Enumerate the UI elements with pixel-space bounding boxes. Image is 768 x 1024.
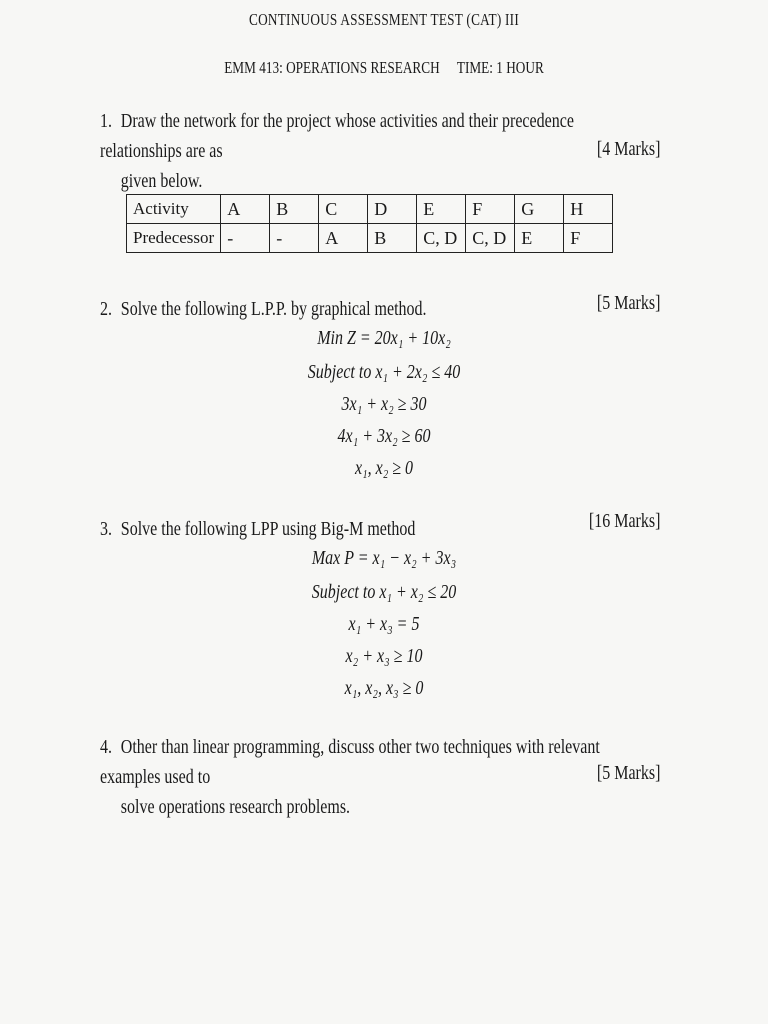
activity-cell: D <box>368 195 417 224</box>
predecessor-cell: C, D <box>417 224 466 253</box>
question-2-marks: [5 Marks] <box>596 292 660 314</box>
objective-function: Max P = x₁ − x₂ + 3x₃ <box>311 547 457 569</box>
question-text-cont: given below. <box>120 170 203 192</box>
question-4-marks: [5 Marks] <box>596 762 660 784</box>
objective-function: Min Z = 20x₁ + 10x₂ <box>317 327 451 349</box>
precedence-table <box>126 194 613 253</box>
activity-cell: A <box>221 195 270 224</box>
question-text: Draw the network for the project whose activities and their precedence relationships are as <box>100 110 574 162</box>
exam-title: CONTINUOUS ASSESSMENT TEST (CAT) III <box>249 10 519 29</box>
question-text: Other than linear programming, discuss other two techniques with relevant examples used to <box>100 736 600 788</box>
question-3-marks: [16 Marks] <box>588 510 660 532</box>
constraint: x₁, x₂ ≥ 0 <box>354 457 414 479</box>
question-1-marks: [4 Marks] <box>596 138 660 160</box>
constraint: 4x₁ + 3x₂ ≥ 60 <box>337 425 431 447</box>
course-name: EMM 413: OPERATIONS RESEARCH <box>224 58 440 77</box>
question-3 <box>100 514 580 544</box>
predecessor-cell: - <box>221 224 270 253</box>
question-number: 2. <box>100 298 112 320</box>
question-text: Solve the following LPP using Big-M method <box>120 518 416 540</box>
predecessor-cell: E <box>515 224 564 253</box>
activity-cell: E <box>417 195 466 224</box>
predecessor-cell: - <box>270 224 319 253</box>
activity-cell: F <box>466 195 515 224</box>
activity-cell: B <box>270 195 319 224</box>
constraint: 3x₁ + x₂ ≥ 30 <box>341 393 427 415</box>
exam-time: TIME: 1 HOUR <box>456 58 544 77</box>
activity-cell: H <box>564 195 613 224</box>
question-number: 1. <box>100 110 112 132</box>
constraint: Subject to x₁ + x₂ ≤ 20 <box>311 581 457 603</box>
activity-cell: C <box>319 195 368 224</box>
constraint: x₁, x₂, x₃ ≥ 0 <box>344 677 424 699</box>
predecessor-header: Predecessor <box>127 224 221 253</box>
question-2 <box>100 294 580 324</box>
constraint: x₁ + x₃ = 5 <box>348 613 420 635</box>
question-text-cont: solve operations research problems. <box>120 796 351 818</box>
question-4 <box>100 732 652 822</box>
question-number: 4. <box>100 736 112 758</box>
question-number: 3. <box>100 518 112 540</box>
constraint: x₂ + x₃ ≥ 10 <box>345 645 423 667</box>
predecessor-cell: C, D <box>466 224 515 253</box>
predecessor-cell: F <box>564 224 613 253</box>
question-text: Solve the following L.P.P. by graphical method. <box>120 298 427 320</box>
activity-header: Activity <box>127 195 221 224</box>
predecessor-cell: A <box>319 224 368 253</box>
question-1 <box>100 106 652 196</box>
constraint: Subject to x₁ + 2x₂ ≤ 40 <box>307 361 461 383</box>
activity-cell: G <box>515 195 564 224</box>
predecessor-cell: B <box>368 224 417 253</box>
predecessor-row <box>127 224 613 253</box>
activity-row <box>127 195 613 224</box>
course-line <box>84 58 683 78</box>
